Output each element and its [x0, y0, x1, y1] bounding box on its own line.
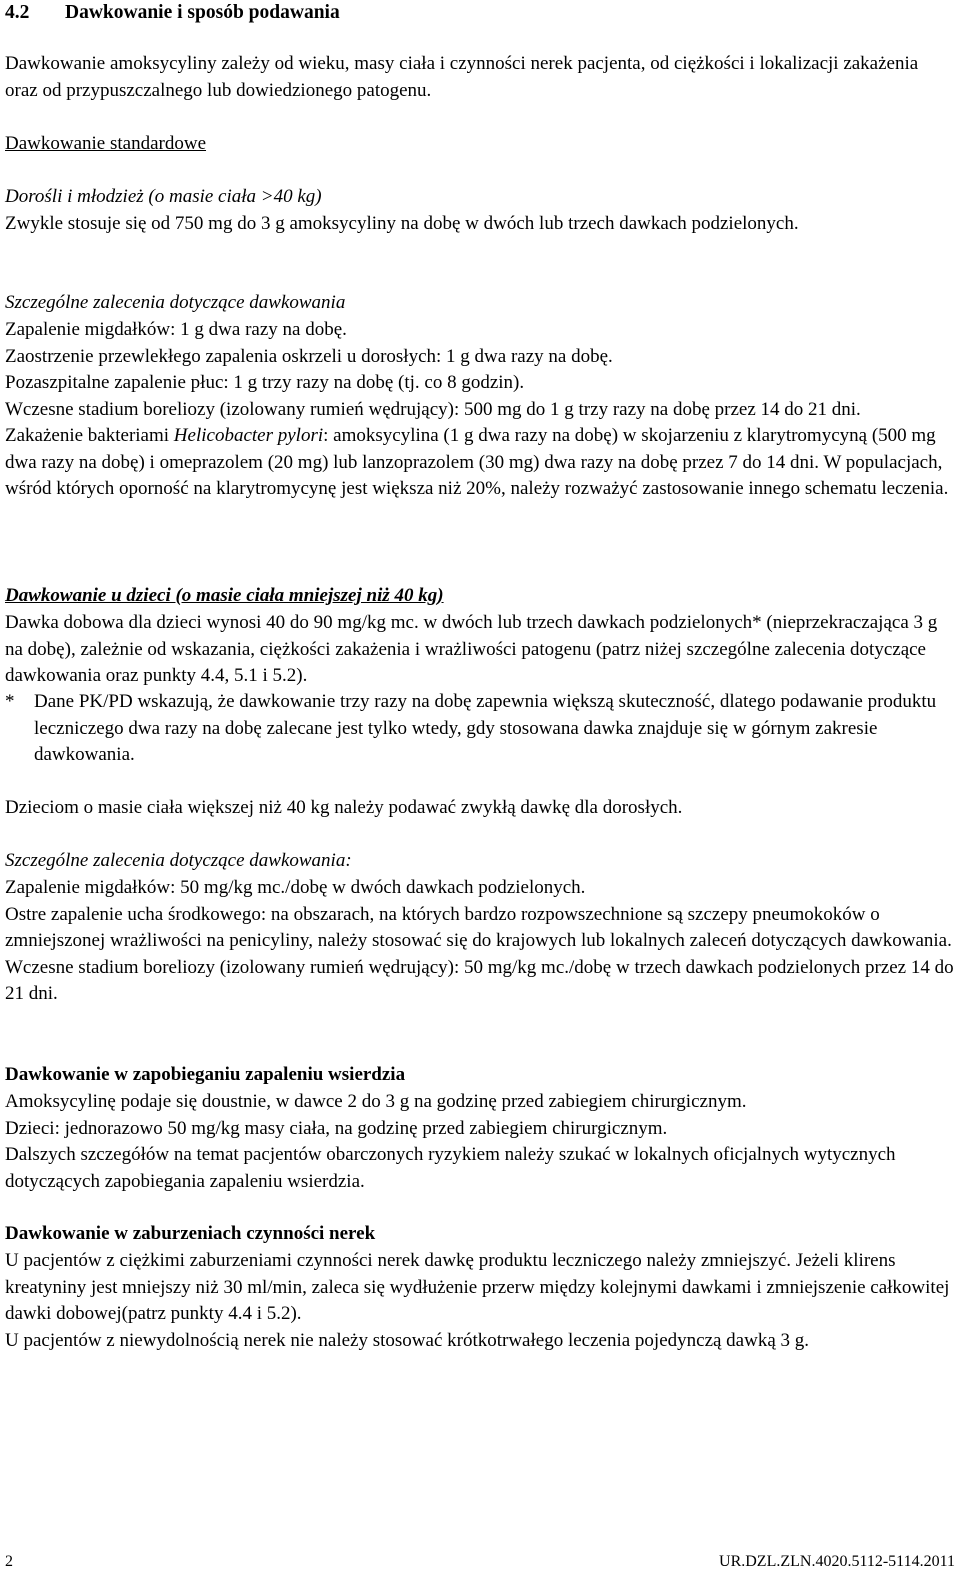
children-dosing-text: Dawka dobowa dla dzieci wynosi 40 do 90 mg/kg mc. w dwóch lub trzech dawkach podzielonych* (nieprzekraczająca 3 g na dobę), zależnie od wskazania, ciężkości zakażenia i wrażliwości patogenu (patrz niżej szczególne zalecenia dotyczące dawkowania oraz punkty 4.4, 5.1 i 5.2).	[5, 612, 938, 686]
adults-text: Zwykle stosuje się od 750 mg do 3 g amoksycyliny na dobę w dwóch lub trzech dawkach podzielonych.	[5, 213, 799, 234]
children-special-line: Zapalenie migdałków: 50 mg/kg mc./dobę w dwóch dawkach podzielonych.	[5, 877, 586, 898]
renal-line: U pacjentów z niewydolnością nerek nie należy stosować krótkotrwałego leczenia pojedynczą dawką 3 g.	[5, 1329, 810, 1351]
children-special-list	[5, 875, 955, 1008]
special-dosing-line: Pozaszpitalne zapalenie płuc: 1 g trzy razy na dobę (tj. co 8 godzin).	[5, 372, 525, 393]
special-dosing-line: Zaostrzenie przewlekłego zapalenia oskrzeli u dorosłych: 1 g dwa razy na dobę.	[5, 345, 613, 367]
children-special-line: Wczesne stadium boreliozy (izolowany rumień wędrujący): 50 mg/kg mc./dobę w trzech dawkach podzielonych przez 14 do 21 dni.	[5, 956, 954, 1004]
renal-heading: Dawkowanie w zaburzeniach czynności nerek	[5, 1223, 376, 1244]
special-dosing-line: Wczesne stadium boreliozy (izolowany rumień wędrujący): 500 mg do 1 g trzy razy na dobę przez 14 do 21 dni.	[5, 398, 861, 420]
adults-heading: Dorośli i młodzież (o masie ciała >40 kg)	[5, 186, 322, 207]
special-dosing-list	[5, 317, 955, 503]
footnote-mark: *	[5, 691, 15, 712]
hp-prefix: Zakażenie bakteriami	[5, 425, 174, 446]
endocarditis-heading: Dawkowanie w zapobieganiu zapaleniu wsierdzia	[5, 1064, 406, 1085]
children-special-line: Ostre zapalenie ucha środkowego: na obszarach, na których bardzo rozpowszechnione są szczepy pneumokoków o zmniejszonej wrażliwości na penicyliny, należy stosować się do krajowych lub lokalnych zaleceń dotyczących dawkowania.	[5, 903, 952, 951]
footnote-text: Dane PK/PD wskazują, że dawkowanie trzy razy na dobę zapewnia większą skuteczność, dlatego podawanie produktu leczniczego dwa razy na dobę zalecane jest tylko wtedy, gdy stosowana dawka znajduje się w górnym zakresie dawkowania.	[34, 691, 937, 765]
section-title: Dawkowanie i sposób podawania	[65, 2, 340, 23]
renal-list	[5, 1248, 955, 1354]
helicobacter-paragraph	[5, 423, 955, 503]
renal-line: U pacjentów z ciężkimi zaburzeniami czynności nerek dawkę produktu leczniczego należy zmniejszyć. Jeżeli klirens kreatyniny jest mniejszy niż 30 ml/min, zaleca się wydłużenie przerw między kolejnymi dawkami i zmniejszenie całkowitej dawki dobowej(patrz punkty 4.4 i 5.2).	[5, 1250, 950, 1324]
section-heading	[5, 0, 340, 26]
standard-dosing-heading: Dawkowanie standardowe	[5, 133, 207, 154]
section-number: 4.2	[5, 2, 30, 23]
endocarditis-list	[5, 1089, 955, 1195]
children-over40-text: Dzieciom o masie ciała większej niż 40 kg należy podawać zwykłą dawkę dla dorosłych.	[5, 797, 683, 818]
endocarditis-line: Dalszych szczegółów na temat pacjentów obarczonych ryzykiem należy szukać w lokalnych oficjalnych wytycznych dotyczących zapobiegania zapaleniu wsierdzia.	[5, 1144, 896, 1192]
special-dosing-line: Zapalenie migdałków: 1 g dwa razy na dobę.	[5, 319, 347, 340]
children-dosing-heading: Dawkowanie u dzieci (o masie ciała mniejszej niż 40 kg)	[5, 585, 444, 606]
children-special-heading: Szczególne zalecenia dotyczące dawkowania:	[5, 850, 352, 871]
hp-italic: Helicobacter pylori	[173, 425, 324, 446]
intro-paragraph: Dawkowanie amoksycyliny zależy od wieku, masy ciała i czynności nerek pacjenta, od ciężkości i lokalizacji zakażenia oraz od przypuszczalnego lub dowiedzionego patogenu.	[5, 53, 919, 101]
endocarditis-line: Amoksycylinę podaje się doustnie, w dawce 2 do 3 g na godzinę przed zabiegiem chirurgicznym.	[5, 1091, 747, 1112]
page-number: 2	[5, 1553, 13, 1570]
hp-suffix: : amoksycylina (1 g dwa razy na dobę) w skojarzeniu z klarytromycyną (500 mg dwa razy na dobę) i omeprazolem (20 mg) lub lanzoprazolem (30 mg) dwa razy na dobę przez 7 do 14 dni. W populacjach, wśród których oporność na klarytromycynę jest większa niż 20%, należy rozważyć zastosowanie innego schematu leczenia.	[5, 425, 949, 499]
footnote	[5, 689, 955, 769]
endocarditis-line: Dzieci: jednorazowo 50 mg/kg masy ciała, na godzinę przed zabiegiem chirurgicznym.	[5, 1117, 668, 1139]
document-code: UR.DZL.ZLN.4020.5112-5114.2011	[719, 1553, 955, 1570]
special-dosing-heading: Szczególne zalecenia dotyczące dawkowania	[5, 292, 346, 313]
